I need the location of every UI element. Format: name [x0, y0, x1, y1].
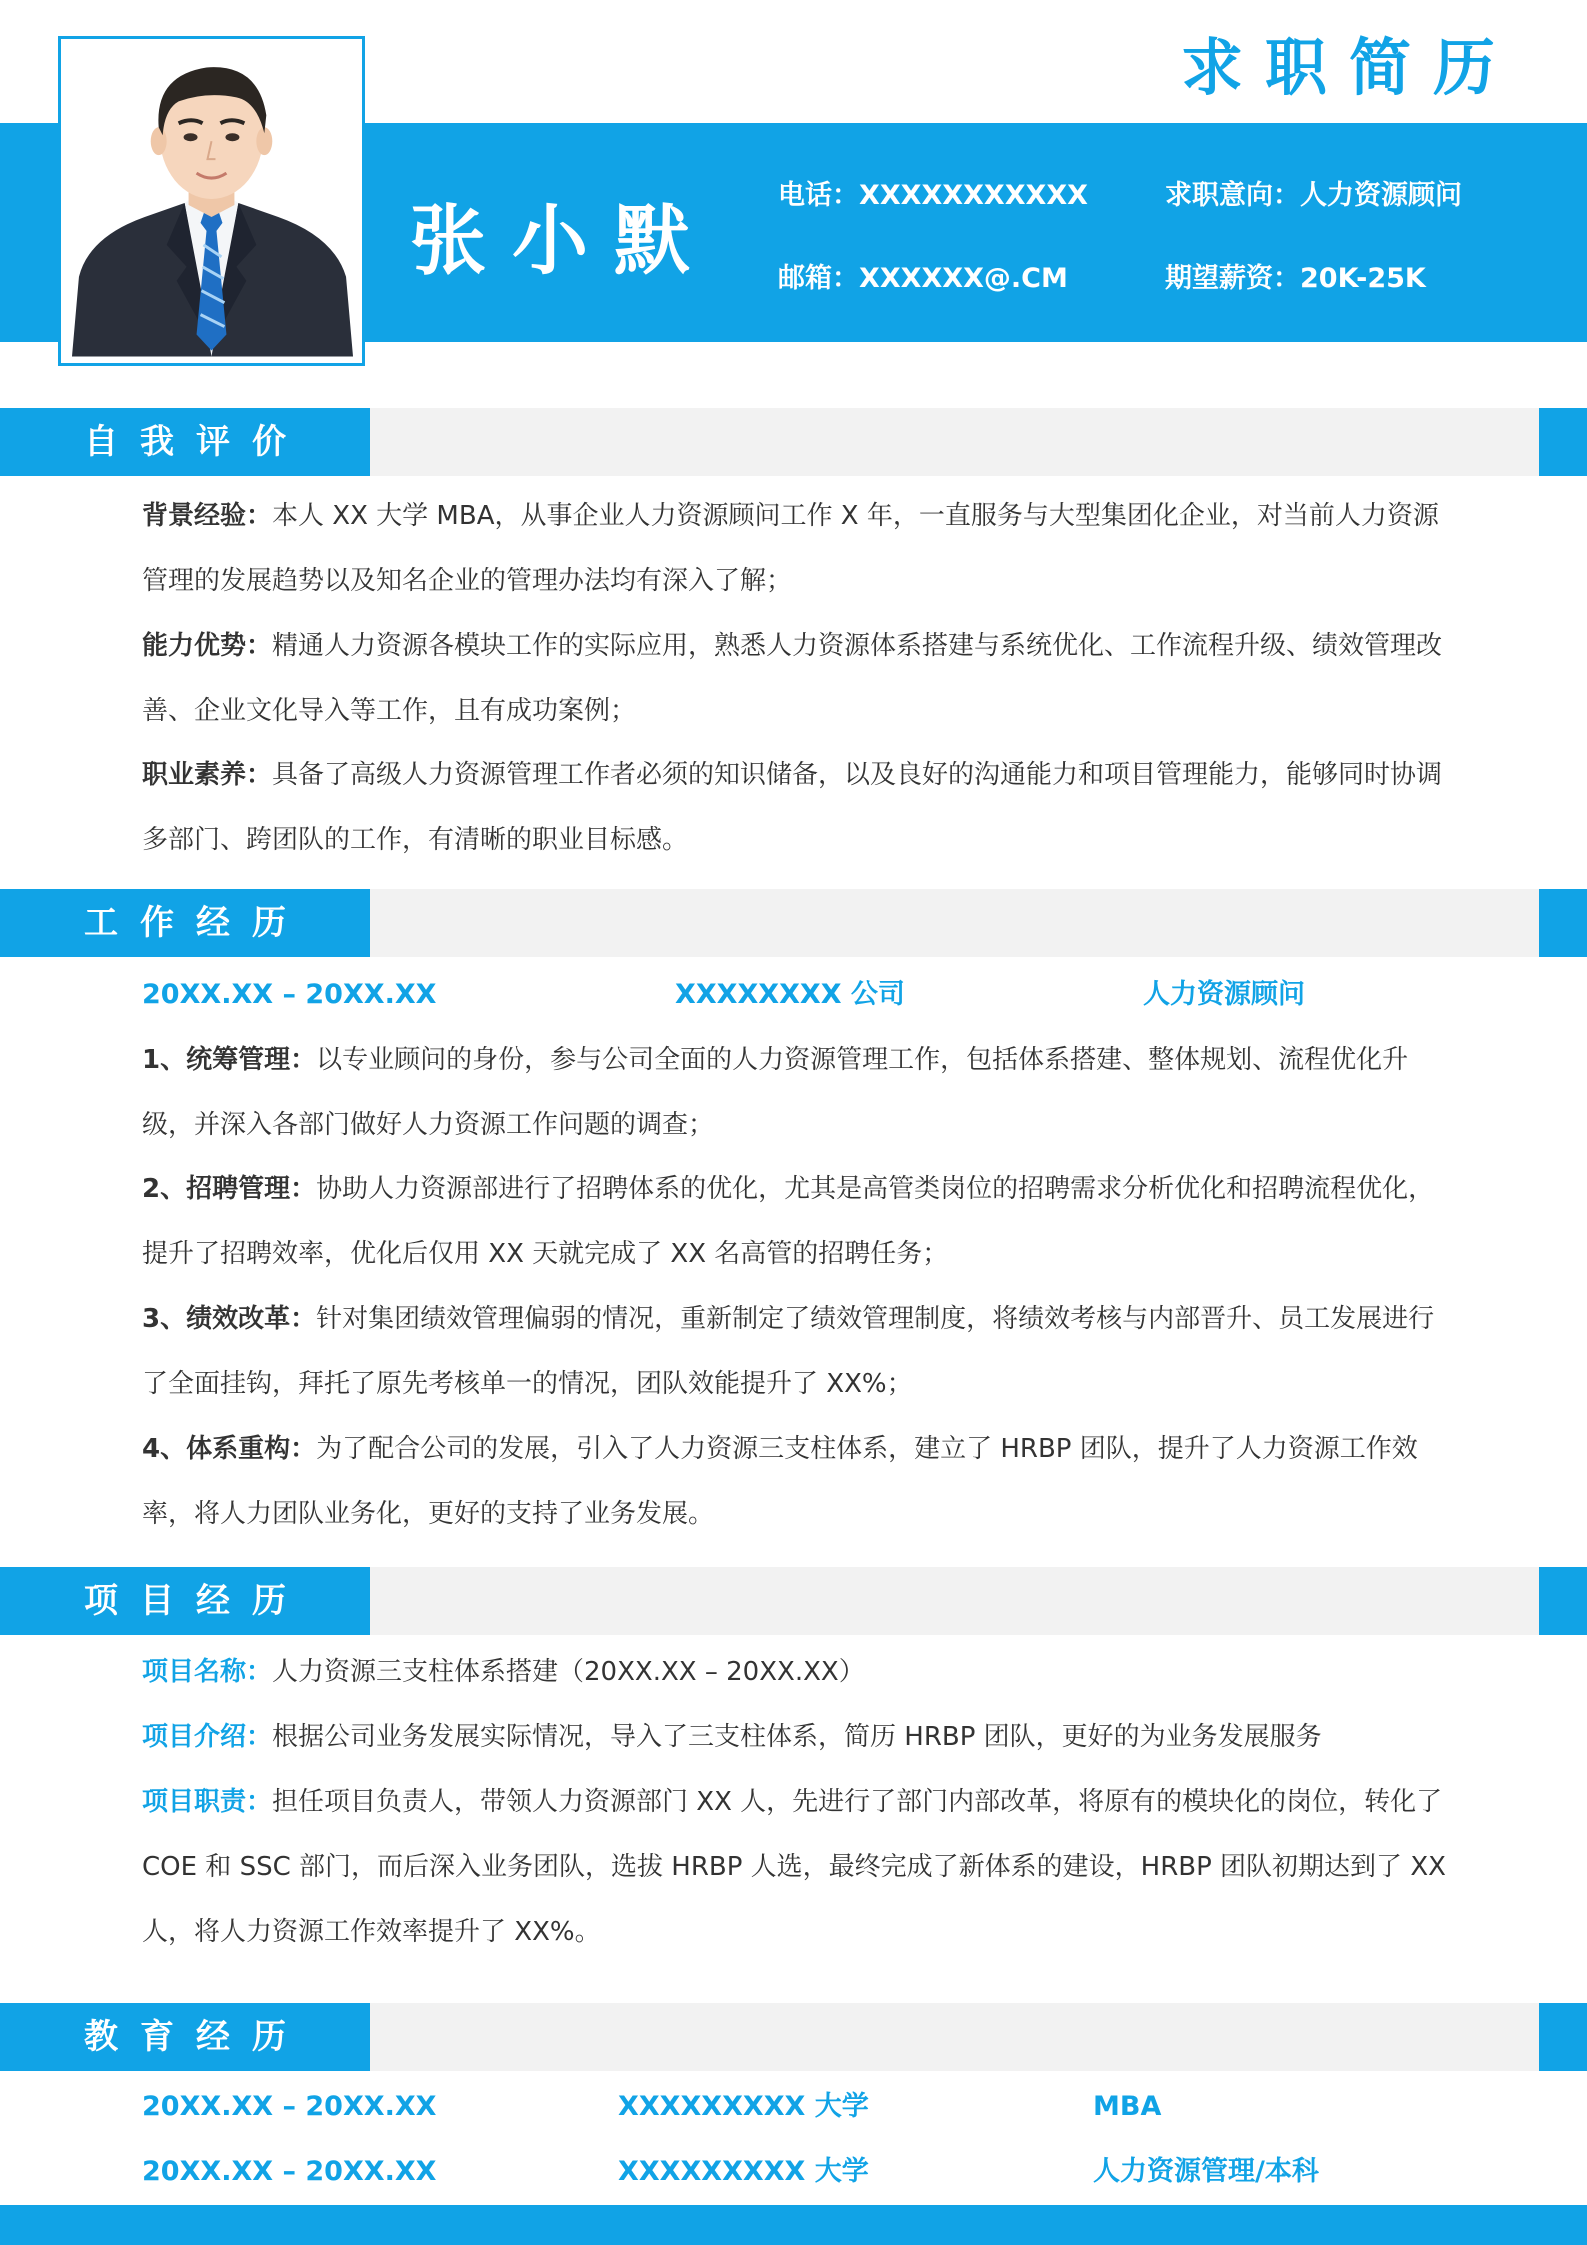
project-duty-row: [142, 1770, 1447, 1965]
phone-text: 电话：XXXXXXXXXXX: [778, 180, 1088, 211]
item-label: 项目职责：: [142, 1787, 273, 1817]
item-label: 职业素养：: [142, 760, 273, 790]
section-title: 自我评价: [0, 408, 370, 476]
item-text: 协助人力资源部进行了招聘体系的优化，尤其是高管类岗位的招聘需求分析优化和招聘流程优化，提升了招聘效率，优化后仅用 XX 天就完成了 XX 名高管的招聘任务；: [142, 1174, 1435, 1269]
work-item: [142, 1287, 1447, 1417]
item-text: 针对集团绩效管理偏弱的情况，重新制定了绩效管理制度，将绩效考核与内部晋升、员工发展进行了全面挂钩，拜托了原先考核单一的情况，团队效能提升了 XX%；: [142, 1304, 1435, 1399]
education-degree: MBA: [1093, 2091, 1162, 2122]
email-text: 邮箱：XXXXXX@.CM: [778, 263, 1068, 294]
project-name-row: [142, 1640, 1447, 1705]
section-title: 项目经历: [0, 1567, 370, 1635]
item-text: 精通人力资源各模块工作的实际应用，熟悉人力资源体系搭建与系统优化、工作流程升级、绩效管理改善、企业文化导入等工作，且有成功案例；: [142, 631, 1443, 726]
section-end-marker: [1539, 889, 1587, 957]
item-label: 能力优势：: [142, 631, 273, 661]
work-item: [142, 1417, 1447, 1547]
resume-title: 求职简历: [1180, 31, 1517, 104]
section-end-marker: [1539, 2003, 1587, 2071]
candidate-name: 张小默: [410, 196, 716, 285]
section-title: 教育经历: [0, 2003, 370, 2071]
item-text: 人力资源三支柱体系搭建（20XX.XX – 20XX.XX）: [272, 1657, 865, 1687]
item-label: 背景经验：: [142, 501, 273, 531]
work-period: 20XX.XX – 20XX.XX: [142, 979, 437, 1010]
item-label: 2、招聘管理：: [142, 1174, 317, 1204]
work-item: [142, 1157, 1447, 1287]
profile-photo: [58, 36, 365, 366]
job-intention-text: 求职意向：人力资源顾问: [1165, 180, 1462, 211]
portrait-illustration: [67, 45, 356, 357]
education-period: 20XX.XX – 20XX.XX: [142, 2156, 437, 2187]
item-label: 4、体系重构：: [142, 1434, 317, 1464]
education-period: 20XX.XX – 20XX.XX: [142, 2091, 437, 2122]
item-label: 项目名称：: [142, 1657, 273, 1687]
item-text: 担任项目负责人，带领人力资源部门 XX 人，先进行了部门内部改革，将原有的模块化的岗位，转化了 COE 和 SSC 部门，而后深入业务团队，选拔 HRBP 人选，最终完成了新体系的建设，HRBP 团队初期达到了 XX 人，将人力资源工作效率提升了 XX%。: [142, 1787, 1446, 1947]
expected-salary-text: 期望薪资：20K-25K: [1165, 263, 1426, 294]
item-label: 项目介绍：: [142, 1722, 273, 1752]
footer-band: [0, 2205, 1587, 2245]
work-item: [142, 1028, 1447, 1158]
section-end-marker: [1539, 408, 1587, 476]
section-header-project-experience: [0, 1567, 1587, 1635]
section-header-work-experience: [0, 889, 1587, 957]
section-title: 工作经历: [0, 889, 370, 957]
item-text: 以专业顾问的身份，参与公司全面的人力资源管理工作，包括体系搭建、整体规划、流程优化升级，并深入各部门做好人力资源工作问题的调查；: [142, 1045, 1409, 1140]
section-header-self-evaluation: [0, 408, 1587, 476]
self-evaluation-item: [142, 484, 1447, 614]
education-school: XXXXXXXXX 大学: [618, 2156, 869, 2187]
work-position: 人力资源顾问: [1143, 979, 1305, 1010]
section-end-marker: [1539, 1567, 1587, 1635]
item-text: 本人 XX 大学 MBA，从事企业人力资源顾问工作 X 年，一直服务与大型集团化企业，对当前人力资源管理的发展趋势以及知名企业的管理办法均有深入了解；: [142, 501, 1439, 596]
work-company: XXXXXXXX 公司: [675, 979, 905, 1010]
self-evaluation-item: [142, 743, 1447, 873]
project-intro-row: [142, 1705, 1447, 1770]
education-school: XXXXXXXXX 大学: [618, 2091, 869, 2122]
section-header-education: [0, 2003, 1587, 2071]
self-evaluation-item: [142, 614, 1447, 744]
item-text: 根据公司业务发展实际情况，导入了三支柱体系，简历 HRBP 团队，更好的为业务发展服务: [272, 1722, 1322, 1752]
item-text: 具备了高级人力资源管理工作者必须的知识储备，以及良好的沟通能力和项目管理能力，能够同时协调多部门、跨团队的工作，有清晰的职业目标感。: [142, 760, 1443, 855]
education-degree: 人力资源管理/本科: [1093, 2156, 1319, 2187]
item-label: 3、绩效改革：: [142, 1304, 317, 1334]
item-text: 为了配合公司的发展，引入了人力资源三支柱体系，建立了 HRBP 团队，提升了人力资源工作效率，将人力团队业务化，更好的支持了业务发展。: [142, 1434, 1418, 1529]
item-label: 1、统筹管理：: [142, 1045, 317, 1075]
